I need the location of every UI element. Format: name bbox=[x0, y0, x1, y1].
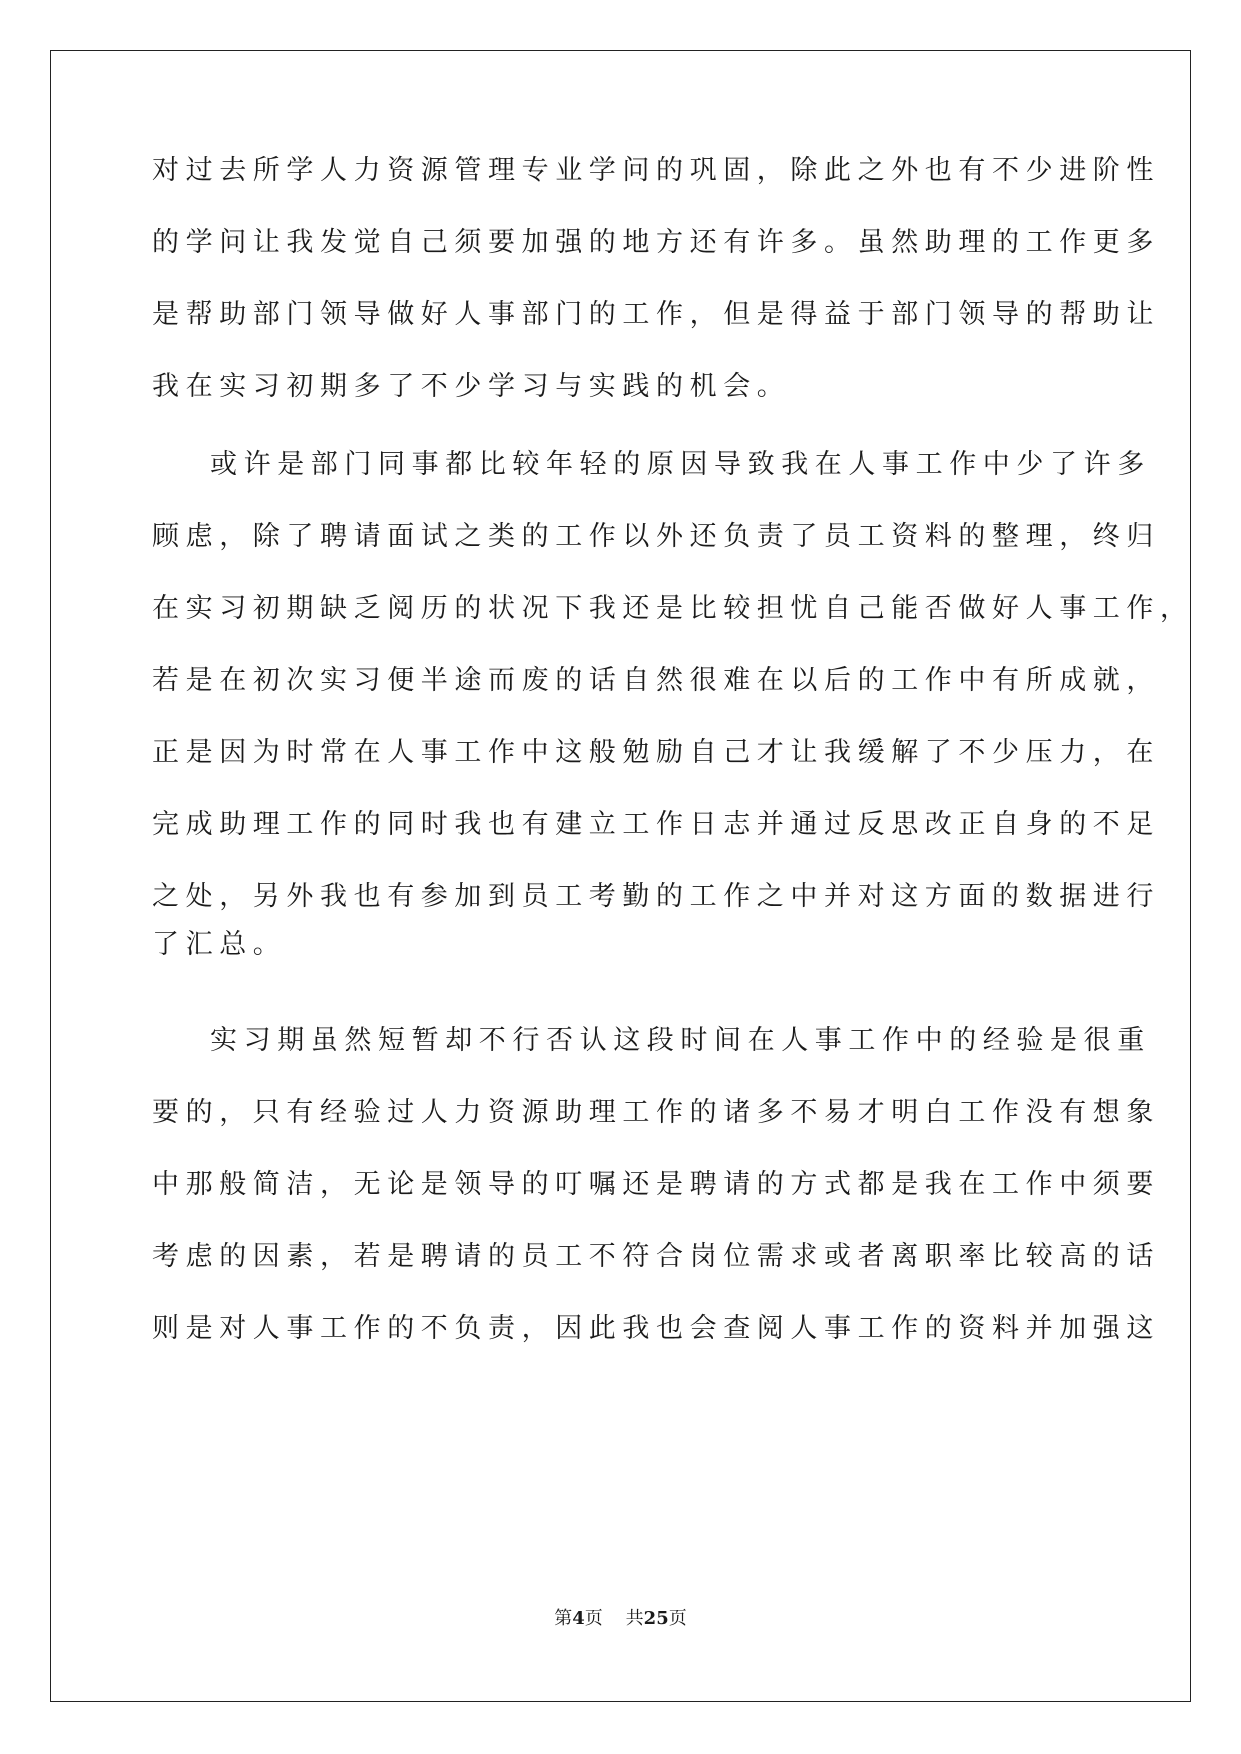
text-line: 考虑的因素，若是聘请的员工不符合岗位需求或者离职率比较高的话 bbox=[152, 1241, 1160, 1272]
text-line: 则是对人事工作的不负责，因此我也会查阅人事工作的资料并加强这 bbox=[152, 1313, 1160, 1344]
text-line: 实习期虽然短暂却不行否认这段时间在人事工作中的经验是很重 bbox=[210, 1025, 1151, 1056]
text-line: 完成助理工作的同时我也有建立工作日志并通过反思改正自身的不足 bbox=[152, 809, 1160, 840]
text-line: 的学问让我发觉自己须要加强的地方还有许多。虽然助理的工作更多 bbox=[152, 227, 1160, 258]
page-prefix: 第 bbox=[554, 1608, 573, 1629]
text-line: 中那般简洁，无论是领导的叮嘱还是聘请的方式都是我在工作中须要 bbox=[152, 1169, 1160, 1200]
page-footer bbox=[0, 1608, 1241, 1630]
total-prefix: 共 bbox=[625, 1608, 644, 1629]
text-line: 若是在初次实习便半途而废的话自然很难在以后的工作中有所成就， bbox=[152, 665, 1160, 696]
text-line: 或许是部门同事都比较年轻的原因导致我在人事工作中少了许多 bbox=[210, 449, 1151, 480]
text-line: 我在实习初期多了不少学习与实践的机会。 bbox=[152, 371, 791, 402]
text-line: 对过去所学人力资源管理专业学问的巩固，除此之外也有不少进阶性 bbox=[152, 155, 1160, 186]
text-line: 要的，只有经验过人力资源助理工作的诸多不易才明白工作没有想象 bbox=[152, 1097, 1160, 1128]
text-line: 在实习初期缺乏阅历的状况下我还是比较担忧自己能否做好人事工作， bbox=[152, 593, 1194, 624]
total-pages: 25 bbox=[643, 1608, 669, 1629]
text-line: 顾虑，除了聘请面试之类的工作以外还负责了员工资料的整理，终归 bbox=[152, 521, 1160, 552]
text-line: 正是因为时常在人事工作中这般勉励自己才让我缓解了不少压力，在 bbox=[152, 737, 1160, 768]
text-line: 是帮助部门领导做好人事部门的工作，但是得益于部门领导的帮助让 bbox=[152, 299, 1160, 330]
text-line: 了汇总。 bbox=[152, 929, 287, 960]
total-suffix: 页 bbox=[668, 1608, 687, 1629]
page-number: 4 bbox=[572, 1608, 585, 1629]
text-line: 之处，另外我也有参加到员工考勤的工作之中并对这方面的数据进行 bbox=[152, 881, 1160, 912]
page-suffix: 页 bbox=[584, 1608, 603, 1629]
